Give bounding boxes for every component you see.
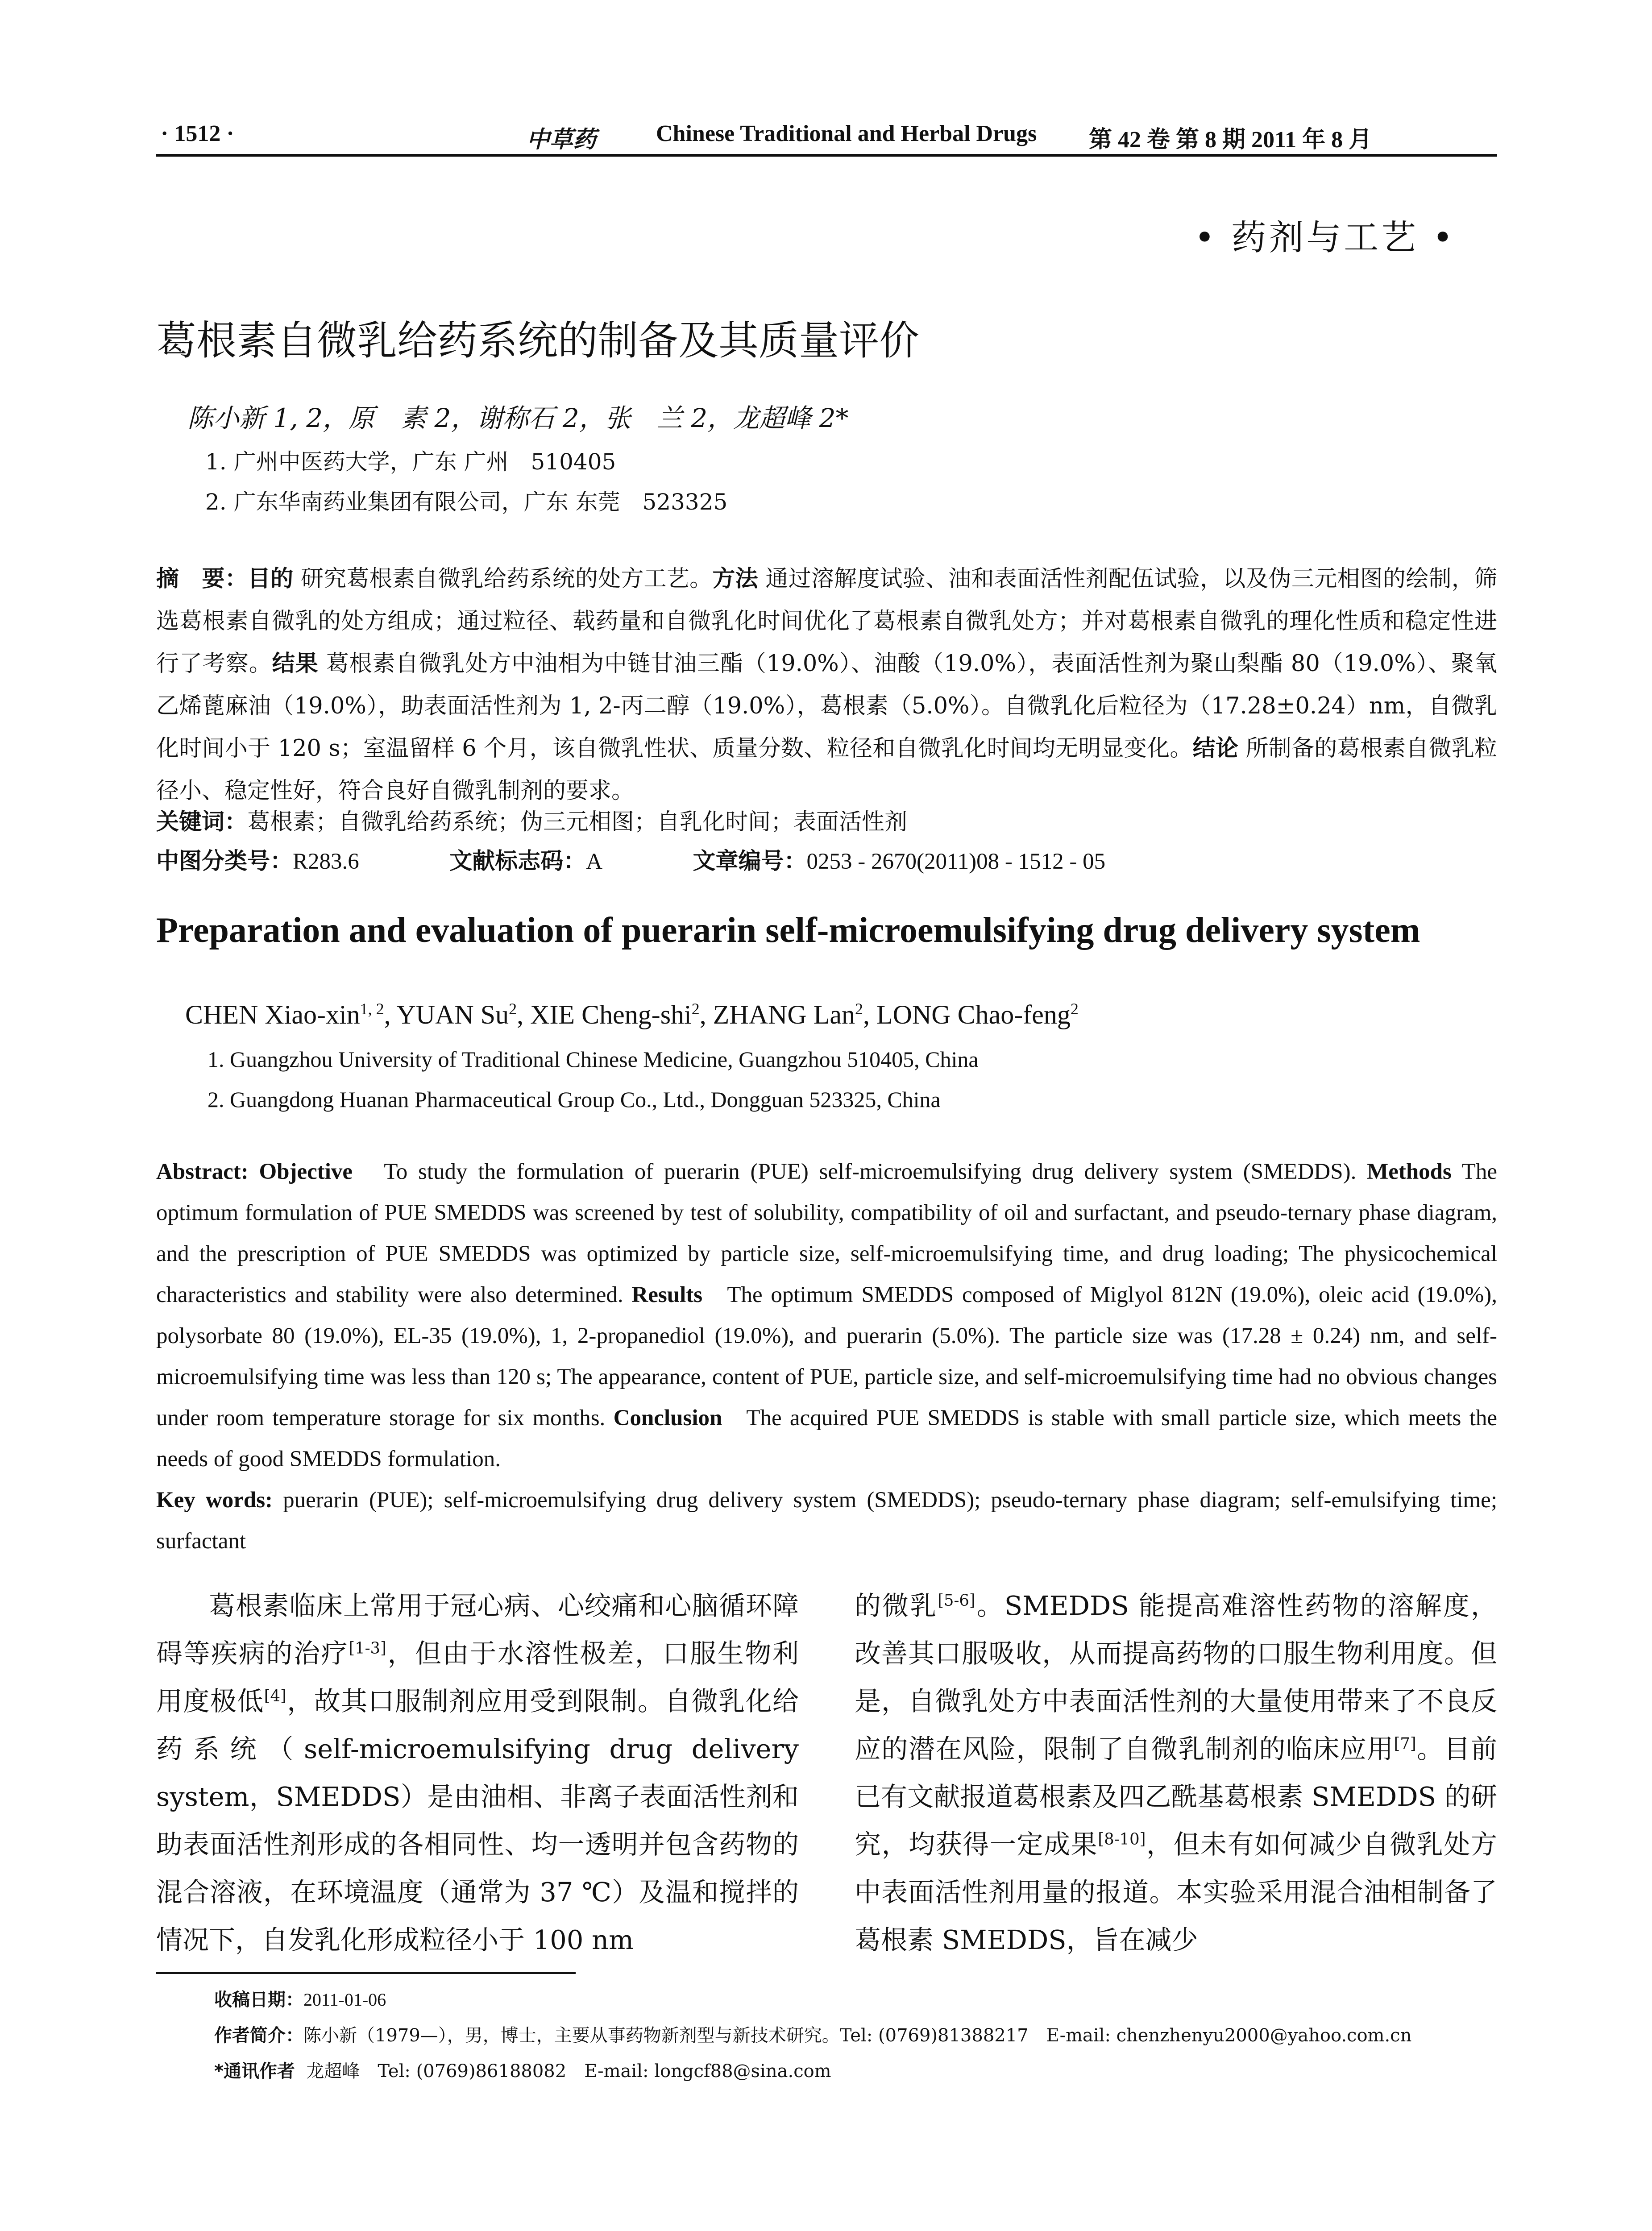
keywords-cn — [156, 803, 907, 836]
body-text: ，但未有如何减少自微乳处方中表面活性剂用量的报道。本实验采用混合油相制备了葛根素 SMEDDS，旨在减少 — [855, 1829, 1497, 1955]
objective-en: To study the formulation of puerarin (PUE) self-microemulsifying drug delivery system (SMEDDS). — [384, 1159, 1357, 1184]
article-no-label: 文章编号： — [693, 848, 807, 875]
author-en-4: ZHANG Lan — [713, 1000, 855, 1029]
body-paragraph-left — [156, 1582, 799, 1964]
authors-cn: 陈小新 1, 2，原 素 2，谢称石 2，张 兰 2，龙超峰 2* — [187, 403, 849, 433]
body-text: 的微乳 — [855, 1590, 938, 1621]
objective-label-en: Objective — [259, 1159, 353, 1184]
objective-cn: 研究葛根素自微乳给药系统的处方工艺。 — [300, 566, 713, 592]
section-label: • 药剂与工艺 • — [1194, 218, 1456, 258]
citation: [1-3] — [349, 1639, 386, 1658]
affiliation-cn-2: 2. 广东华南药业集团有限公司，广东 东莞 523325 — [205, 489, 728, 515]
author-en-4-affil: 2 — [855, 1000, 863, 1018]
page-number: · 1512 · — [161, 121, 234, 146]
author-en-2: YUAN Su — [396, 1000, 509, 1029]
keywords-label-en: Key words: — [156, 1488, 273, 1513]
journal-name-en: Chinese Traditional and Herbal Drugs — [656, 121, 1037, 146]
corresponding-text: 龙超峰 Tel: (0769)86188082 E-mail: longcf88@sina.com — [306, 2061, 831, 2082]
methods-cn: 通过溶解度试验、油和表面活性剂配伍试验，以及伪三元相图的绘制，筛选葛根素自微乳的处方组成；通过粒径、载药量和自微乳化时间优化了葛根素自微乳处方；并对葛根素自微乳的理化性质和稳定性进行了考察。 — [156, 566, 1497, 677]
citation: [8-10] — [1098, 1830, 1146, 1849]
footnote-bio — [214, 2021, 1411, 2047]
abstract-label-en: Abstract: — [156, 1159, 249, 1184]
methods-label-en: Methods — [1367, 1159, 1452, 1184]
keywords-text-en: puerarin (PUE); self-microemulsifying drug delivery system (SMEDDS); pseudo-ternary phase diagram; self-emulsifying time; surfactant — [156, 1488, 1497, 1554]
conclusion-en: The acquired PUE SMEDDS is stable with small particle size, which meets the needs of good SMEDDS formulation. — [156, 1406, 1498, 1472]
results-cn: 葛根素自微乳处方中油相为中链甘油三酯（19.0%）、油酸（19.0%），表面活性剂为聚山梨酯 80（19.0%）、聚氧乙烯蓖麻油（19.0%），助表面活性剂为 1, 2-丙二醇（19.0%），葛根素（5.0%）。自微乳化后粒径为（17.28±0.24）nm，自微乳化时间小于 120 s；室温留样 6 个月，该自微乳性状、质量分数、粒径和自微乳化时间均无明显变化。 — [156, 651, 1497, 762]
title-cn: 葛根素自微乳给药系统的制备及其质量评价 — [156, 317, 919, 364]
affiliation-en-2: 2. Guangdong Huanan Pharmaceutical Group Co., Ltd., Dongguan 523325, China — [208, 1087, 941, 1112]
methods-en: The optimum formulation of PUE SMEDDS was screened by test of solubility, compatibility of oil and surfactant, and pseudo-ternary phase diagram, and the prescription of PUE SMEDDS was optimized by particle size, self-microemulsifying time, and drug loading; The physicochemical characteristics and stability were also determined. — [156, 1159, 1497, 1307]
author-en-3-affil: 2 — [691, 1000, 700, 1018]
clc-label: 中图分类号： — [156, 848, 293, 875]
author-en-5-affil: 2 — [1070, 1000, 1079, 1018]
citation: [4] — [264, 1687, 286, 1705]
received-label: 收稿日期： — [214, 1990, 303, 2010]
issue-info: 第 42 卷 第 8 期 2011 年 8 月 — [1089, 127, 1372, 153]
body-text: 葛根素临床上常用于冠心病、心绞痛和心脑循环障碍等疾病的治疗 — [156, 1590, 799, 1669]
conclusion-cn: 所制备的葛根素自微乳粒径小、稳定性好，符合良好自微乳制剂的要求。 — [156, 735, 1497, 804]
journal-name-cn: 中草药 — [527, 126, 597, 153]
header-rule — [156, 154, 1497, 157]
conclusion-label-cn: 结论 — [1192, 735, 1239, 762]
results-en: The optimum SMEDDS composed of Miglyol 812N (19.0%), oleic acid (19.0%), polysorbate 80 (19.0%), EL-35 (19.0%), 1, 2-propanediol (19.0%), and puerarin (5.0%). The particle size was (17.28 ± 0.24) nm, and self-microemulsifying time was less than 120 s; The appearance, content of PUE, particle size, and self-microemulsifying time had no obvious changes under room temperature storage for six months. — [156, 1282, 1497, 1431]
received-date: 2011-01-06 — [303, 1990, 386, 2010]
keywords-label-cn: 关键词： — [156, 809, 248, 835]
abstract-label-cn: 摘 要： — [156, 566, 248, 592]
methods-label-cn: 方法 — [712, 566, 758, 592]
running-header — [156, 120, 1497, 152]
author-en-5: LONG Chao-feng — [876, 1000, 1071, 1029]
author-en-1: CHEN Xiao-xin — [185, 1000, 360, 1029]
conclusion-label-en: Conclusion — [613, 1406, 722, 1431]
body-text: ，但由于水溶性极差，口服生物利用度极低 — [156, 1638, 799, 1717]
clc-value: R283.6 — [293, 849, 359, 874]
author-en-1-affil: 1, 2 — [360, 1000, 384, 1018]
footnote-received — [214, 1986, 386, 2011]
abstract-en — [156, 1151, 1497, 1562]
footnote-rule — [156, 1972, 576, 1974]
affiliation-en-1: 1. Guangzhou University of Traditional Chinese Medicine, Guangzhou 510405, China — [208, 1047, 979, 1072]
author-en-3: XIE Cheng-shi — [530, 1000, 692, 1029]
doc-code-value: A — [586, 849, 603, 874]
abstract-cn — [156, 558, 1497, 812]
body-column-left — [156, 1582, 799, 1964]
body-text: ，故其口服制剂应用受到限制。自微乳化给药系统（self-microemulsifying drug delivery system，SMEDDS）是由油相、非离子表面活性剂和助表面活性剂形成的各相同性、均一透明并包含药物的混合溶液，在环境温度（通常为 37 ℃）及温和搅拌的情况下，自发乳化形成粒径小于 100 nm — [156, 1686, 799, 1955]
bio-label: 作者简介： — [214, 2025, 303, 2046]
corresponding-label: *通讯作者 — [214, 2061, 295, 2082]
body-paragraph-right — [855, 1582, 1497, 1964]
footnote-corresponding — [214, 2057, 831, 2082]
bio-text: 陈小新（1979—），男，博士，主要从事药物新剂型与新技术研究。Tel: (0769)81388217 E-mail: chenzhenyu2000@yahoo.com.cn — [303, 2025, 1412, 2046]
doc-code-label: 文献标志码： — [449, 848, 586, 875]
objective-label-cn: 目的 — [247, 566, 294, 592]
affiliation-cn-1: 1. 广州中医药大学，广东 广州 510405 — [205, 449, 616, 475]
article-no-value: 0253 - 2670(2011)08 - 1512 - 05 — [806, 849, 1106, 874]
results-label-cn: 结果 — [272, 651, 319, 677]
results-label-en: Results — [631, 1282, 703, 1307]
authors-en: CHEN Xiao-xin$^{1, 2}$, YUAN Su$^2$, XIE Cheng-shi$^2$, ZHANG Lan$^2$, LONG Chao-feng$^2$ — [185, 1000, 1079, 1029]
keywords-text-cn: 葛根素；自微乳给药系统；伪三元相图；自乳化时间；表面活性剂 — [247, 809, 908, 835]
classification-line — [156, 842, 1105, 875]
citation: [7] — [1394, 1734, 1416, 1753]
title-en: Preparation and evaluation of puerarin self-microemulsifying drug delivery system — [156, 911, 1420, 950]
author-en-2-affil: 2 — [509, 1000, 517, 1018]
body-text: 。目前已有文献报道葛根素及四乙酰基葛根素 SMEDDS 的研究，均获得一定成果 — [855, 1733, 1497, 1860]
body-text: 。SMEDDS 能提高难溶性药物的溶解度，改善其口服吸收，从而提高药物的口服生物利用度。但是，自微乳处方中表面活性剂的大量使用带来了不良反应的潜在风险，限制了自微乳制剂的临床应用 — [855, 1590, 1497, 1764]
body-column-right — [855, 1582, 1497, 1964]
citation: [5-6] — [938, 1591, 975, 1610]
